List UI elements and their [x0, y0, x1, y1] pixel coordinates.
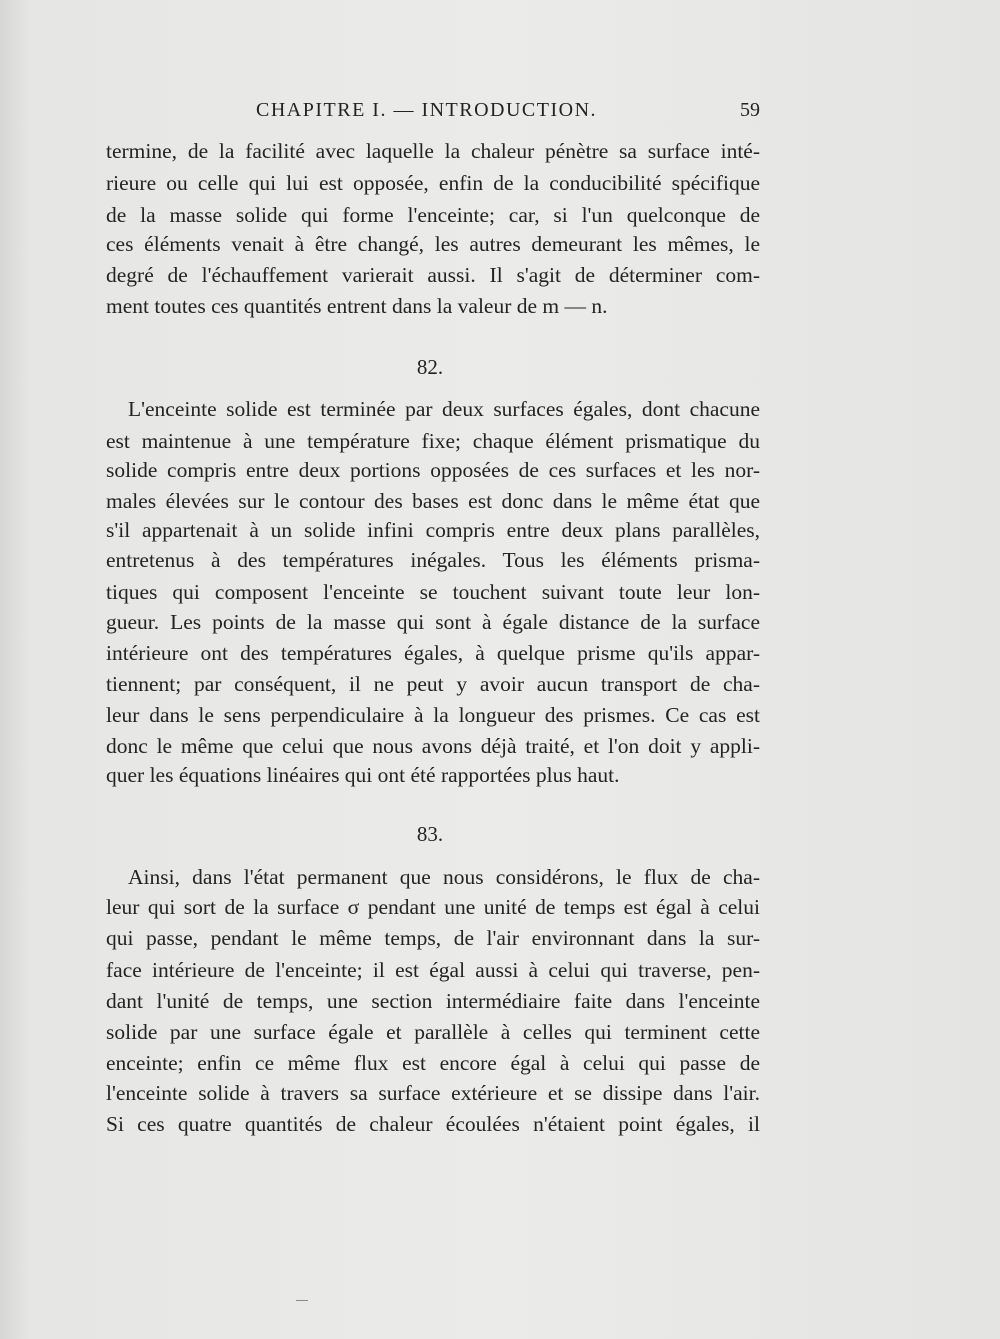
text-line: L'enceinte solide est terminée par deux surfaces égales, dont chacune — [128, 397, 760, 421]
text-line: Si ces quatre quantités de chaleur écoulées n'étaient point égales, il — [106, 1112, 760, 1136]
text-line: leur qui sort de la surface σ pendant une unité de temps est égal à celui — [106, 895, 760, 919]
section-number-83: 83. — [416, 822, 444, 846]
text-line: s'il appartenait à un solide infini compris entre deux plans parallèles, — [106, 518, 760, 542]
section-number-82: 82. — [416, 355, 444, 379]
text-line: ment toutes ces quantités entrent dans la valeur de m — n. — [106, 294, 608, 318]
text-line: donc le même que celui que nous avons déjà traité, et l'on doit y appli- — [106, 734, 760, 758]
text-line: solide compris entre deux portions opposées de ces surfaces et les nor- — [106, 458, 760, 482]
text-line: males élevées sur le contour des bases est donc dans le même état que — [106, 489, 760, 513]
text-line: gueur. Les points de la masse qui sont à égale distance de la surface — [106, 610, 760, 634]
text-line: leur dans le sens perpendiculaire à la longueur des prismes. Ce cas est — [106, 703, 760, 727]
text-line: rieure ou celle qui lui est opposée, enfin de la conducibilité spécifique — [106, 171, 760, 195]
text-line: solide par une surface égale et parallèle à celles qui terminent cette — [106, 1020, 760, 1044]
text-line: Ainsi, dans l'état permanent que nous considérons, le flux de cha- — [128, 865, 760, 889]
text-line: intérieure ont des températures égales, à quelque prisme qu'ils appar- — [106, 641, 760, 665]
text-line: enceinte; enfin ce même flux est encore égal à celui qui passe de — [106, 1051, 760, 1075]
page-number: 59 — [740, 99, 760, 121]
text-line: quer les équations linéaires qui ont été rapportées plus haut. — [106, 763, 620, 787]
text-line: tiennent; par conséquent, il ne peut y avoir aucun transport de cha- — [106, 672, 760, 696]
text-line: ces éléments venait à être changé, les autres demeurant les mêmes, le — [106, 232, 760, 256]
text-line: tiques qui composent l'enceinte se touchent suivant toute leur lon- — [106, 580, 760, 604]
text-line: est maintenue à une température fixe; chaque élément prismatique du — [106, 429, 760, 453]
text-line: face intérieure de l'enceinte; il est égal aussi à celui qui traverse, pen- — [106, 958, 760, 982]
text-line: dant l'unité de temps, une section intermédiaire faite dans l'enceinte — [106, 989, 760, 1013]
text-line: degré de l'échauffement varierait aussi. Il s'agit de déterminer com- — [106, 263, 760, 287]
text-line: termine, de la facilité avec laquelle la chaleur pénètre sa surface inté- — [106, 139, 760, 163]
running-title: CHAPITRE I. — INTRODUCTION. — [256, 99, 598, 121]
page-mark — [296, 1300, 308, 1301]
text-line: entretenus à des températures inégales. Tous les éléments prisma- — [106, 548, 760, 572]
page-header — [106, 99, 760, 127]
text-line: de la masse solide qui forme l'enceinte; car, si l'un quelconque de — [106, 203, 760, 227]
text-line: l'enceinte solide à travers sa surface extérieure et se dissipe dans l'air. — [106, 1081, 760, 1105]
text-line: qui passe, pendant le même temps, de l'air environnant dans la sur- — [106, 926, 760, 950]
